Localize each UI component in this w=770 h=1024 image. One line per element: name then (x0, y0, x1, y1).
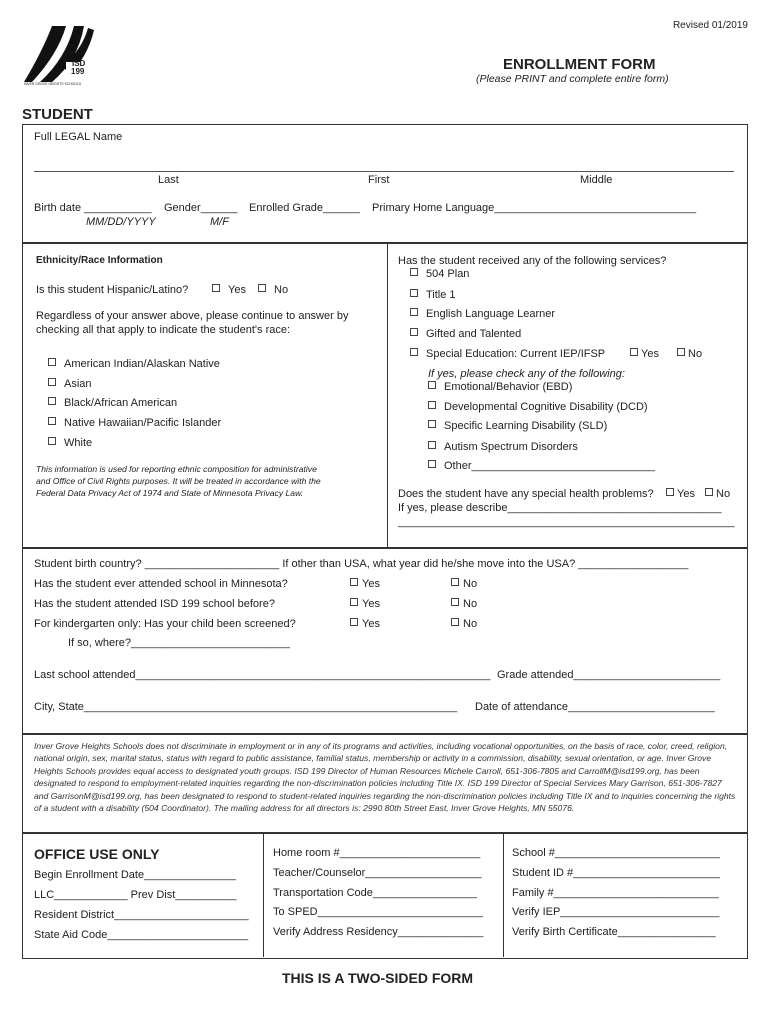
yes-label: Yes (677, 488, 695, 500)
checkbox[interactable] (451, 598, 459, 606)
sub-label: Other______________________________ (444, 460, 656, 472)
sped-label: Special Education: Current IEP/IFSP (426, 348, 606, 360)
sped-sub-option[interactable] (428, 381, 572, 393)
checkbox[interactable] (705, 488, 713, 496)
office-field[interactable]: Student ID #________________________ (512, 867, 720, 879)
service-label: Title 1 (426, 289, 456, 301)
race-option[interactable] (48, 358, 220, 370)
gender-format: M/F (210, 216, 229, 228)
health-question: Does the student have any special health problems? (398, 488, 654, 500)
city-state-field[interactable]: City, State_____________________________________________________________ (34, 701, 458, 713)
checkbox[interactable] (410, 328, 418, 336)
health-describe-line2[interactable]: _______________________________________________________ (398, 516, 735, 528)
office-field[interactable]: Verify Birth Certificate________________ (512, 926, 716, 938)
no-label: No (463, 598, 478, 610)
yes-label: Yes (362, 598, 380, 610)
two-sided-notice: THIS IS A TWO-SIDED FORM (282, 970, 474, 986)
non-discrimination-notice: Inver Grove Heights Schools does not discriminate in employment or in any of its programs and activities, including vocational opportunities, on the basis of race, color, creed, religion, national origin, sex, marital status, status with regard to public assistance, familial status, membership or activity in a commission, disability, sexual orientation, or age. Inver Grove Heights Schools provides equal access to designated youth groups. ISD 199 Director of Human Resources Michele Carroll, 651-306-7805 and CarrollM@isd199.org, has been designated to respond to employment-related inquiries regarding the non-discrimination policies including Title IX. ISD 199 Director of Special Services Mary Garrison, 651-306-7827 and GarrisonM@isd199.org, has been designated to respond to student-related inquiries regarding the non-discrimination policies including Title IX and to inquiries concerning the rights of a student with a disability (504 Coordinator). The mailing address for all directors is: 2990 80th Street East, Inver Grove Heights, MN 55076. (34, 741, 736, 814)
office-field[interactable]: Family #___________________________ (512, 887, 719, 899)
first-name-caption: First (368, 174, 390, 186)
checkbox[interactable] (428, 420, 436, 428)
sped-no[interactable] (677, 348, 702, 360)
no-label: No (688, 348, 703, 360)
sped-sub-option[interactable] (428, 401, 648, 413)
grade-attended-field[interactable]: Grade attended________________________ (497, 669, 721, 681)
birthdate-field[interactable]: Birth date ___________ (34, 202, 152, 214)
service-option[interactable] (410, 289, 456, 301)
office-field[interactable]: Begin Enrollment Date_______________ (34, 869, 236, 881)
checkbox[interactable] (48, 378, 56, 386)
checkbox[interactable] (48, 397, 56, 405)
logo-swoosh-icon (22, 22, 97, 87)
office-field[interactable]: Transportation Code_________________ (273, 887, 477, 899)
office-field[interactable]: Verify Address Residency______________ (273, 926, 484, 938)
office-field[interactable]: School #___________________________ (512, 847, 720, 859)
checkbox[interactable] (451, 578, 459, 586)
sped-if-yes: If yes, please check any of the following: (428, 368, 625, 380)
no-label: No (463, 618, 478, 630)
logo-199: 199 (71, 67, 85, 76)
birth-country-field[interactable]: Student birth country? ______________________ If other than USA, what year did he/she move into the USA? __________________ (34, 558, 689, 570)
race-instruction-1: Regardless of your answer above, please continue to answer by (36, 310, 349, 322)
checkbox[interactable] (451, 618, 459, 626)
privacy-notice-1: This information is used for reporting ethnic composition for administrative (36, 464, 317, 474)
no-label: No (274, 284, 289, 296)
gender-field[interactable]: Gender______ (164, 202, 238, 214)
kindergarten-question: For kindergarten only: Has your child been screened? (34, 618, 296, 630)
checkbox[interactable] (350, 618, 358, 626)
service-option[interactable] (410, 268, 469, 280)
office-field[interactable]: LLC____________ Prev Dist__________ (34, 889, 237, 901)
sped-sub-option[interactable] (428, 441, 578, 453)
service-option[interactable] (410, 308, 555, 320)
health-no[interactable] (705, 488, 730, 500)
race-label: Black/African American (64, 397, 178, 409)
checkbox[interactable] (48, 417, 56, 425)
logo-isd: ISD (72, 59, 86, 68)
isd-no[interactable] (451, 598, 477, 610)
sped-sub-option[interactable] (428, 460, 655, 472)
sub-label: Developmental Cognitive Disability (DCD) (444, 401, 648, 413)
checkbox[interactable] (677, 348, 685, 356)
race-option[interactable] (48, 397, 177, 409)
mn-yes[interactable] (350, 578, 380, 590)
enrolled-grade-field[interactable]: Enrolled Grade______ (249, 202, 360, 214)
sped-yes[interactable] (630, 348, 659, 360)
sub-label: Emotional/Behavior (EBD) (444, 381, 573, 393)
office-use-title: OFFICE USE ONLY (34, 846, 160, 862)
sped-sub-option[interactable] (428, 420, 607, 432)
hispanic-no[interactable] (258, 284, 288, 296)
checkbox[interactable] (350, 578, 358, 586)
service-label: 504 Plan (426, 268, 470, 280)
last-name-caption: Last (158, 174, 179, 186)
race-label: Native Hawaiian/Pacific Islander (64, 417, 222, 429)
checkbox[interactable] (630, 348, 638, 356)
isd-yes[interactable] (350, 598, 380, 610)
office-field[interactable]: To SPED___________________________ (273, 906, 483, 918)
race-label: Asian (64, 378, 92, 390)
race-option[interactable] (48, 378, 92, 390)
sub-label: Specific Learning Disability (SLD) (444, 420, 608, 432)
form-title: ENROLLMENT FORM (503, 56, 656, 73)
mn-no[interactable] (451, 578, 477, 590)
health-describe-field[interactable]: If yes, please describe___________________________________ (398, 502, 722, 514)
checkbox[interactable] (212, 284, 220, 292)
date-attendance-field[interactable]: Date of attendance________________________ (475, 701, 715, 713)
office-field[interactable]: Verify IEP__________________________ (512, 906, 720, 918)
checkbox[interactable] (48, 358, 56, 366)
sped-option[interactable] (410, 348, 605, 360)
last-school-field[interactable]: Last school attended__________________________________________________________ (34, 669, 491, 681)
yes-label: Yes (362, 618, 380, 630)
middle-name-caption: Middle (580, 174, 613, 186)
checkbox[interactable] (350, 598, 358, 606)
hispanic-yes[interactable] (212, 284, 246, 296)
service-label: Gifted and Talented (426, 328, 522, 340)
birthdate-format: MM/DD/YYYY (86, 216, 156, 228)
ethnicity-title: Ethnicity/Race Information (36, 255, 163, 266)
privacy-notice-3: Federal Data Privacy Act of 1974 and State of Minnesota Privacy Law. (36, 488, 304, 498)
race-label: White (64, 437, 93, 449)
office-field[interactable]: Teacher/Counselor___________________ (273, 867, 482, 879)
yes-label: Yes (228, 284, 246, 296)
home-language-field[interactable]: Primary Home Language_________________________________ (372, 202, 697, 214)
k-no[interactable] (451, 618, 477, 630)
race-option[interactable] (48, 437, 92, 449)
hispanic-question: Is this student Hispanic/Latino? (36, 284, 189, 296)
checkbox[interactable] (258, 284, 266, 292)
office-field[interactable]: Resident District______________________ (34, 909, 249, 921)
checkbox[interactable] (428, 381, 436, 389)
checkbox[interactable] (428, 460, 436, 468)
no-label: No (716, 488, 731, 500)
full-name-input-line[interactable] (34, 171, 734, 172)
checkbox[interactable] (410, 348, 418, 356)
checkbox[interactable] (410, 289, 418, 297)
health-yes[interactable] (666, 488, 695, 500)
race-label: American Indian/Alaskan Native (64, 358, 220, 370)
full-name-label: Full LEGAL Name (34, 131, 123, 143)
revised-date: Revised 01/2019 (672, 20, 748, 31)
isd-question: Has the student attended ISD 199 school before? (34, 598, 275, 610)
service-option[interactable] (410, 328, 521, 340)
office-divider-2 (503, 833, 504, 957)
yes-label: Yes (362, 578, 380, 590)
checkbox[interactable] (666, 488, 674, 496)
checkbox[interactable] (48, 437, 56, 445)
checkbox[interactable] (428, 401, 436, 409)
race-option[interactable] (48, 417, 221, 429)
services-question: Has the student received any of the following services? (398, 255, 667, 267)
service-label: English Language Learner (426, 308, 556, 320)
form-subtitle: (Please PRINT and complete entire form) (476, 73, 669, 85)
office-field[interactable]: State Aid Code_______________________ (34, 929, 249, 941)
checkbox[interactable] (410, 308, 418, 316)
student-section-title: STUDENT (22, 106, 93, 123)
column-divider (387, 243, 388, 547)
office-field[interactable]: Home room #_______________________ (273, 847, 481, 859)
checkbox[interactable] (410, 268, 418, 276)
k-yes[interactable] (350, 618, 380, 630)
office-divider-1 (263, 833, 264, 957)
privacy-notice-2: and Office of Civil Rights purposes. It will be treated in accordance with the (36, 476, 321, 486)
district-logo (22, 22, 97, 87)
yes-label: Yes (641, 348, 659, 360)
screening-where-field[interactable]: If so, where?__________________________ (68, 637, 291, 649)
checkbox[interactable] (428, 441, 436, 449)
mn-question: Has the student ever attended school in Minnesota? (34, 578, 288, 590)
race-instruction-2: checking all that apply to indicate the student's race: (36, 324, 291, 336)
logo-tagline: INVER GROVE HEIGHTS SCHOOLS (24, 82, 82, 86)
no-label: No (463, 578, 478, 590)
sub-label: Autism Spectrum Disorders (444, 441, 578, 453)
